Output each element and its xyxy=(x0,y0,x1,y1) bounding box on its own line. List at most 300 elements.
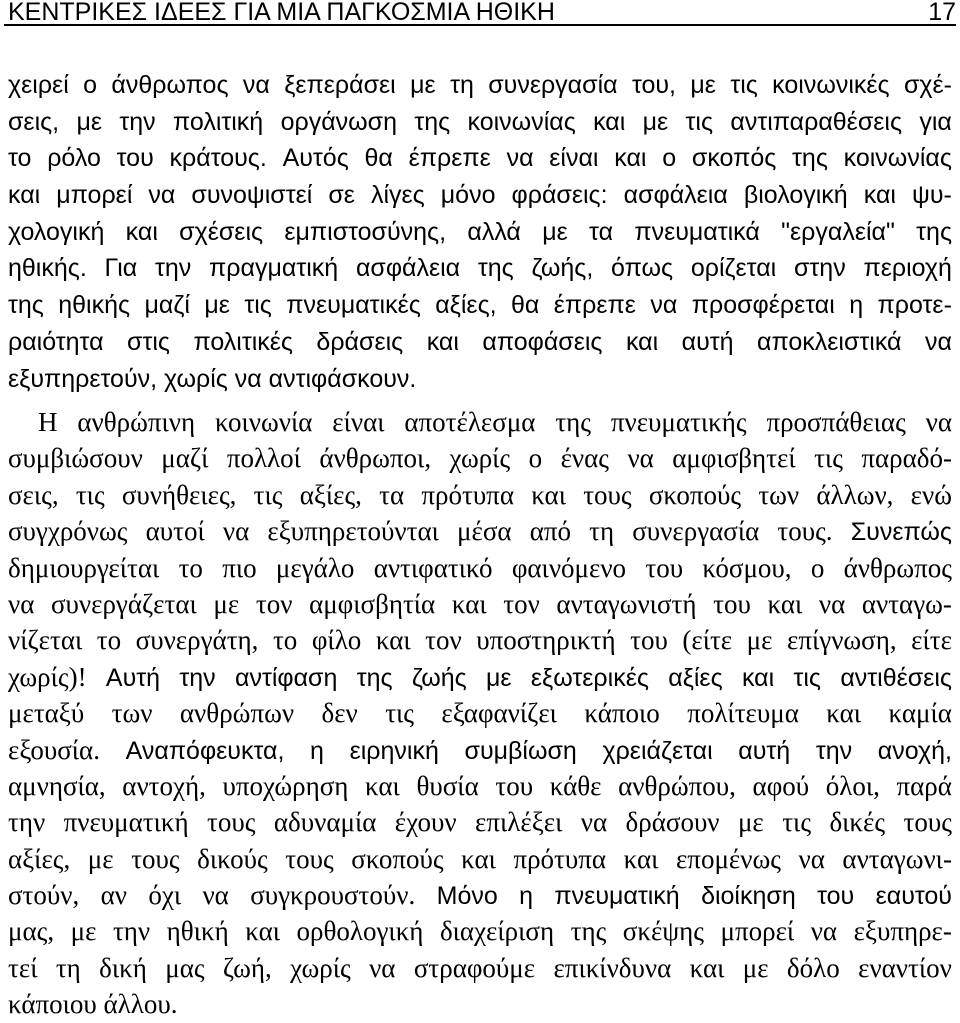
paragraph xyxy=(8,404,952,1023)
text-line xyxy=(8,513,952,549)
text-line xyxy=(8,177,952,214)
word: ψυ- xyxy=(912,181,952,210)
text-line xyxy=(8,361,952,398)
word: συνεργασία xyxy=(488,71,618,99)
word: δική xyxy=(99,952,147,983)
word: ζωής xyxy=(411,663,467,692)
word: σκοπός xyxy=(691,144,777,173)
word: να xyxy=(627,443,654,474)
word: σχέσεις xyxy=(179,217,264,246)
word: αντιπαραθέσεις xyxy=(730,107,903,136)
word: ανταγωνιστή xyxy=(556,588,697,619)
word: όχι xyxy=(148,880,182,911)
text-line xyxy=(8,877,952,913)
word: συνεργάτη, xyxy=(135,625,259,656)
word: Για xyxy=(104,254,138,283)
word: εξουσία. xyxy=(8,734,100,765)
word: αμφισβητεί xyxy=(672,443,796,474)
word: Η xyxy=(38,407,58,437)
word: θα xyxy=(510,291,540,320)
word: τους xyxy=(207,807,256,838)
word: τον xyxy=(503,588,540,619)
text-line xyxy=(8,913,952,949)
word: με xyxy=(87,843,114,874)
word: οργάνωση xyxy=(280,107,397,136)
word: την xyxy=(155,254,192,283)
word: ο xyxy=(662,144,677,173)
word: ανταγω- xyxy=(861,588,952,619)
word: στις xyxy=(127,327,170,356)
word: να xyxy=(924,327,952,356)
word: ο xyxy=(810,552,825,583)
word: τους. xyxy=(777,516,833,547)
word: επομένως xyxy=(675,843,781,874)
word: των xyxy=(758,479,800,510)
word: με xyxy=(742,952,769,983)
word: με xyxy=(70,916,97,947)
word: δημιουργείται xyxy=(8,552,160,583)
word: και xyxy=(451,588,487,619)
text-line xyxy=(8,986,952,1022)
text-line xyxy=(8,104,952,141)
word: τις xyxy=(814,443,843,474)
word: κάποιο xyxy=(584,698,660,729)
word: της xyxy=(555,407,591,437)
word: εξαφανίζει xyxy=(441,698,557,729)
word: των xyxy=(111,698,153,729)
word: συγκρουστούν. xyxy=(250,880,416,911)
word: διοίκηση xyxy=(701,882,796,911)
word: σχέ- xyxy=(903,71,952,99)
word: άνθρωπος xyxy=(111,71,229,99)
word: Αυτή xyxy=(105,663,161,692)
paragraph xyxy=(8,67,952,397)
text-line xyxy=(8,477,952,513)
word: και xyxy=(625,327,659,356)
word: και xyxy=(461,843,496,874)
word: ρόλο xyxy=(47,144,101,173)
word: με xyxy=(204,291,230,320)
word: να xyxy=(148,181,176,210)
word: έπρεπε xyxy=(408,144,491,173)
word: πιο xyxy=(222,552,257,583)
word: με xyxy=(410,71,436,99)
word: τεί xyxy=(8,952,38,983)
word: με xyxy=(486,663,512,692)
word: κοινωνικές xyxy=(772,71,890,99)
text-line xyxy=(8,841,952,877)
word: ο xyxy=(528,443,543,474)
word: του, xyxy=(631,71,676,99)
word: με xyxy=(737,807,764,838)
word: του xyxy=(817,882,855,911)
word: σκέψης xyxy=(622,916,704,947)
word: τα xyxy=(379,479,405,510)
word: εαυτού xyxy=(875,882,952,911)
word: ηθική xyxy=(166,916,229,947)
word: σεις, xyxy=(8,479,59,510)
word: αμνησία, xyxy=(8,770,106,801)
word: φαινόμενο xyxy=(511,552,627,583)
word: με xyxy=(690,71,716,99)
word: έπρεπε xyxy=(553,291,636,320)
word: τους xyxy=(285,843,334,874)
word: μέσα xyxy=(457,516,512,547)
word: της xyxy=(414,107,451,136)
word: αντιθέσεις xyxy=(840,663,952,692)
word: πνευματικής xyxy=(610,407,747,437)
word: συνεργάζεται xyxy=(50,588,197,619)
word: τη xyxy=(450,71,474,99)
word: παρά xyxy=(896,770,952,801)
word: τις xyxy=(730,71,758,99)
running-title: ΚΕΝΤΡΙΚΕΣ ΙΔΕΕΣ ΓΙΑ ΜΙΑ ΠΑΓΚΟΣΜΙΑ ΗΘΙΚΗ xyxy=(8,0,555,26)
text-line xyxy=(8,550,952,586)
word: το xyxy=(8,144,32,173)
word: αυτή xyxy=(738,736,791,765)
text-line xyxy=(8,404,952,440)
word: πολλοί xyxy=(226,443,301,474)
word: τη xyxy=(589,516,615,547)
word: να xyxy=(242,71,270,99)
word: αποτέλεσμα xyxy=(404,407,536,437)
word: να xyxy=(650,291,678,320)
text-line xyxy=(8,67,952,104)
word: συμβίωση xyxy=(464,736,577,765)
word: με xyxy=(642,107,669,136)
word: με xyxy=(76,107,103,136)
word: εναντίον xyxy=(858,952,952,983)
word: τις xyxy=(685,107,714,136)
word: μεγάλο xyxy=(275,552,355,583)
word: να xyxy=(818,588,846,619)
text-line xyxy=(8,804,952,840)
word: ειρηνική xyxy=(349,736,439,765)
word: και xyxy=(365,770,400,801)
word: ηθικής. xyxy=(8,254,87,283)
word: το xyxy=(96,625,122,656)
word: και xyxy=(245,916,280,947)
word: (είτε xyxy=(682,625,733,656)
word: αντιφατικό xyxy=(373,552,493,583)
word: συνεργασία xyxy=(632,516,760,547)
word: σεις, xyxy=(8,107,60,136)
word: του xyxy=(630,625,668,656)
word: φίλο xyxy=(311,625,362,656)
word: ανθρώπινη xyxy=(77,407,196,437)
word: άνθρωπος xyxy=(843,552,952,583)
word: δεν xyxy=(321,698,358,729)
word: κόσμου, xyxy=(702,552,792,583)
word: πρότυπα xyxy=(513,843,607,874)
word: μας xyxy=(165,952,205,983)
word: η xyxy=(519,882,534,911)
word: και xyxy=(614,144,647,173)
word: της xyxy=(792,144,828,173)
word: αποκλειστικά xyxy=(757,327,902,356)
word: η xyxy=(310,736,324,765)
text-line xyxy=(8,140,952,177)
word: τις xyxy=(782,807,812,838)
word: να xyxy=(222,516,250,547)
word: ζωής, xyxy=(531,254,594,283)
text-run: κάποιου άλλου. xyxy=(8,989,178,1020)
word: ορίζεται xyxy=(690,254,777,283)
word: αδυναμία xyxy=(273,807,377,838)
word: της xyxy=(8,291,44,320)
word: στούν, xyxy=(8,880,80,911)
word: αυτοί xyxy=(145,516,205,547)
text-line xyxy=(8,250,952,287)
word: ανθρώπων xyxy=(179,698,295,729)
word: να xyxy=(580,807,608,838)
word: η xyxy=(849,291,864,320)
word: χρειάζεται xyxy=(602,736,713,765)
word: να xyxy=(202,880,229,911)
word: τις xyxy=(793,663,821,692)
word: δικούς xyxy=(197,843,268,874)
word: είναι xyxy=(549,144,599,173)
word: και xyxy=(767,588,803,619)
word: ανταγωνι- xyxy=(842,843,952,874)
word: σκοπούς xyxy=(648,479,742,510)
word: αν xyxy=(100,880,127,911)
word: τις xyxy=(244,291,272,320)
word: στην xyxy=(793,254,846,283)
word: τους xyxy=(903,807,952,838)
word: μας, xyxy=(8,916,55,947)
word: και xyxy=(741,663,775,692)
text-line xyxy=(8,214,952,251)
word: μπορεί xyxy=(56,181,133,210)
word: πρότυπα xyxy=(421,479,514,510)
word: Συνεπώς xyxy=(850,518,952,547)
word: αξίες xyxy=(668,663,723,692)
word: προσφέρεται xyxy=(691,291,835,320)
word: σε xyxy=(328,181,355,210)
word: κράτους. xyxy=(169,144,267,173)
word: να xyxy=(798,843,825,874)
word: λίγες xyxy=(370,181,425,210)
word: επικίνδυνα xyxy=(553,952,672,983)
word: χειρεί xyxy=(8,71,69,99)
word: Αναπόφευκτα, xyxy=(125,736,285,765)
word: χολογική xyxy=(8,217,105,246)
word: κοινωνίας xyxy=(843,144,952,173)
word: την xyxy=(112,916,151,947)
word: και xyxy=(426,327,459,356)
word: είτε xyxy=(911,625,952,656)
word: παραδό- xyxy=(861,443,952,474)
word: να xyxy=(369,952,396,983)
word: ενώ xyxy=(910,479,952,510)
word: του xyxy=(495,770,534,801)
word: και xyxy=(689,952,725,983)
word: όπως xyxy=(611,254,674,283)
word: και xyxy=(593,107,626,136)
word: να xyxy=(925,407,952,437)
word: δράσεις xyxy=(316,327,404,356)
word: αξίες, xyxy=(435,291,497,320)
word: χωρίς)! xyxy=(8,661,87,692)
word: τον xyxy=(255,588,293,619)
word: αξίες, xyxy=(8,843,71,874)
text-line xyxy=(8,695,952,731)
word: εμπιστοσύνης, xyxy=(284,217,447,246)
word: της xyxy=(356,663,393,692)
word: ασφάλεια xyxy=(355,254,461,283)
text-line xyxy=(8,950,952,986)
text-run: εξυπηρετούν, χωρίς να αντιφάσκουν. xyxy=(8,364,417,393)
word: και xyxy=(863,181,896,210)
word: του xyxy=(116,144,154,173)
word: αποφάσεις xyxy=(482,327,603,356)
word: άλλων, xyxy=(816,479,894,510)
word: κοινωνίας xyxy=(467,107,576,136)
text-line xyxy=(8,287,952,324)
word: με xyxy=(746,625,773,656)
word: να xyxy=(810,916,838,947)
word: δόλο xyxy=(786,952,840,983)
word: του xyxy=(645,552,684,583)
word: συμβιώσουν xyxy=(8,443,143,474)
running-header xyxy=(4,0,956,26)
word: πολιτική xyxy=(173,107,264,136)
word: πνευματική xyxy=(554,882,680,911)
word: πολιτικές xyxy=(193,327,293,356)
word: ανθρώπου, xyxy=(618,770,736,801)
word: αντίφαση xyxy=(234,663,338,692)
word: είναι xyxy=(332,407,385,437)
word: ηθικής xyxy=(58,291,131,320)
word: καμία xyxy=(888,698,952,729)
word: τις xyxy=(253,479,283,510)
word: σκοπούς xyxy=(351,843,444,874)
word: εξυπηρετούνται xyxy=(267,516,439,547)
word: ορθολογική xyxy=(296,916,424,947)
word: τις xyxy=(385,698,414,729)
word: ο xyxy=(83,71,98,99)
word: μόνο xyxy=(440,181,496,210)
word: όλοι, xyxy=(825,770,880,801)
word: Αυτός xyxy=(282,144,349,173)
word: επιλέξει xyxy=(475,807,563,838)
word: πνευματικά xyxy=(634,217,760,246)
word: από xyxy=(529,516,571,547)
word: και xyxy=(375,625,411,656)
word: έχουν xyxy=(394,807,457,838)
word: αντοχή, xyxy=(122,770,206,801)
word: βιολογική xyxy=(743,181,848,210)
word: αφού xyxy=(752,770,810,801)
word: με xyxy=(542,217,568,246)
text-line xyxy=(8,659,952,695)
word: χωρίς xyxy=(449,443,511,474)
word: της xyxy=(916,217,952,246)
word: την xyxy=(119,107,156,136)
word: τους xyxy=(583,479,632,510)
word: μπορεί xyxy=(720,916,795,947)
word: αλλά xyxy=(467,217,521,246)
word: θα xyxy=(364,144,393,173)
word: συγχρόνως xyxy=(8,516,128,547)
word: στραφούμε xyxy=(413,952,536,983)
word: πραγματική xyxy=(209,254,339,283)
word: την xyxy=(179,663,216,692)
word: δικές xyxy=(829,807,886,838)
word: αμφισβητία xyxy=(309,588,436,619)
word: και xyxy=(623,843,659,874)
word: ένας xyxy=(560,443,609,474)
word: για xyxy=(919,107,952,136)
word: προτε- xyxy=(877,291,952,320)
word: την xyxy=(8,807,46,838)
word: προσπάθειας xyxy=(766,407,906,437)
word: κοινωνία xyxy=(215,407,313,437)
text-line xyxy=(8,768,952,804)
word: με xyxy=(213,588,240,619)
text-line xyxy=(8,622,952,658)
word: τους xyxy=(131,843,180,874)
word: ασφάλεια xyxy=(623,181,728,210)
word: και xyxy=(125,217,158,246)
word: επίγνωση, xyxy=(787,625,897,656)
word: "εργαλεία" xyxy=(781,217,895,246)
word: τις xyxy=(75,479,105,510)
word: το xyxy=(272,625,298,656)
word: της xyxy=(570,916,607,947)
word: το xyxy=(178,552,203,583)
word: ανοχή, xyxy=(877,736,952,765)
word: εξωτερικές xyxy=(530,663,649,692)
word: διαχείριση xyxy=(439,916,555,947)
word: υποχώρηση xyxy=(222,770,349,801)
word: τον xyxy=(425,625,462,656)
word: να xyxy=(506,144,534,173)
word: πνευματικές xyxy=(286,291,421,320)
word: εξυπηρε- xyxy=(853,916,952,947)
word: τη xyxy=(55,952,81,983)
word: άνθρωποι, xyxy=(319,443,432,474)
word: και xyxy=(8,181,41,210)
word: τα xyxy=(589,217,614,246)
word: ζωή, xyxy=(222,952,272,983)
word: πολίτευμα xyxy=(687,698,799,729)
page-number: 17 xyxy=(928,0,956,26)
word: της xyxy=(477,254,514,283)
word: συνοψιστεί xyxy=(191,181,313,210)
word: θυσία xyxy=(416,770,479,801)
word: δράσουν xyxy=(625,807,720,838)
word: αυτή xyxy=(681,327,734,356)
text-line xyxy=(8,586,952,622)
word: αξίες, xyxy=(299,479,362,510)
word: ραιότητα xyxy=(8,327,104,356)
word: χωρίς xyxy=(290,952,351,983)
word: υποστηρικτή xyxy=(476,625,616,656)
word: κάθε xyxy=(549,770,602,801)
word: μαζί xyxy=(144,291,190,320)
word: και xyxy=(531,479,566,510)
word: ξεπεράσει xyxy=(284,71,396,99)
word: πνευματική xyxy=(63,807,189,838)
word: φράσεις: xyxy=(511,181,608,210)
text-line xyxy=(8,440,952,476)
word: και xyxy=(826,698,862,729)
word: περιοχή xyxy=(863,254,952,283)
word: συνήθειες, xyxy=(121,479,237,510)
word: την xyxy=(815,736,853,765)
